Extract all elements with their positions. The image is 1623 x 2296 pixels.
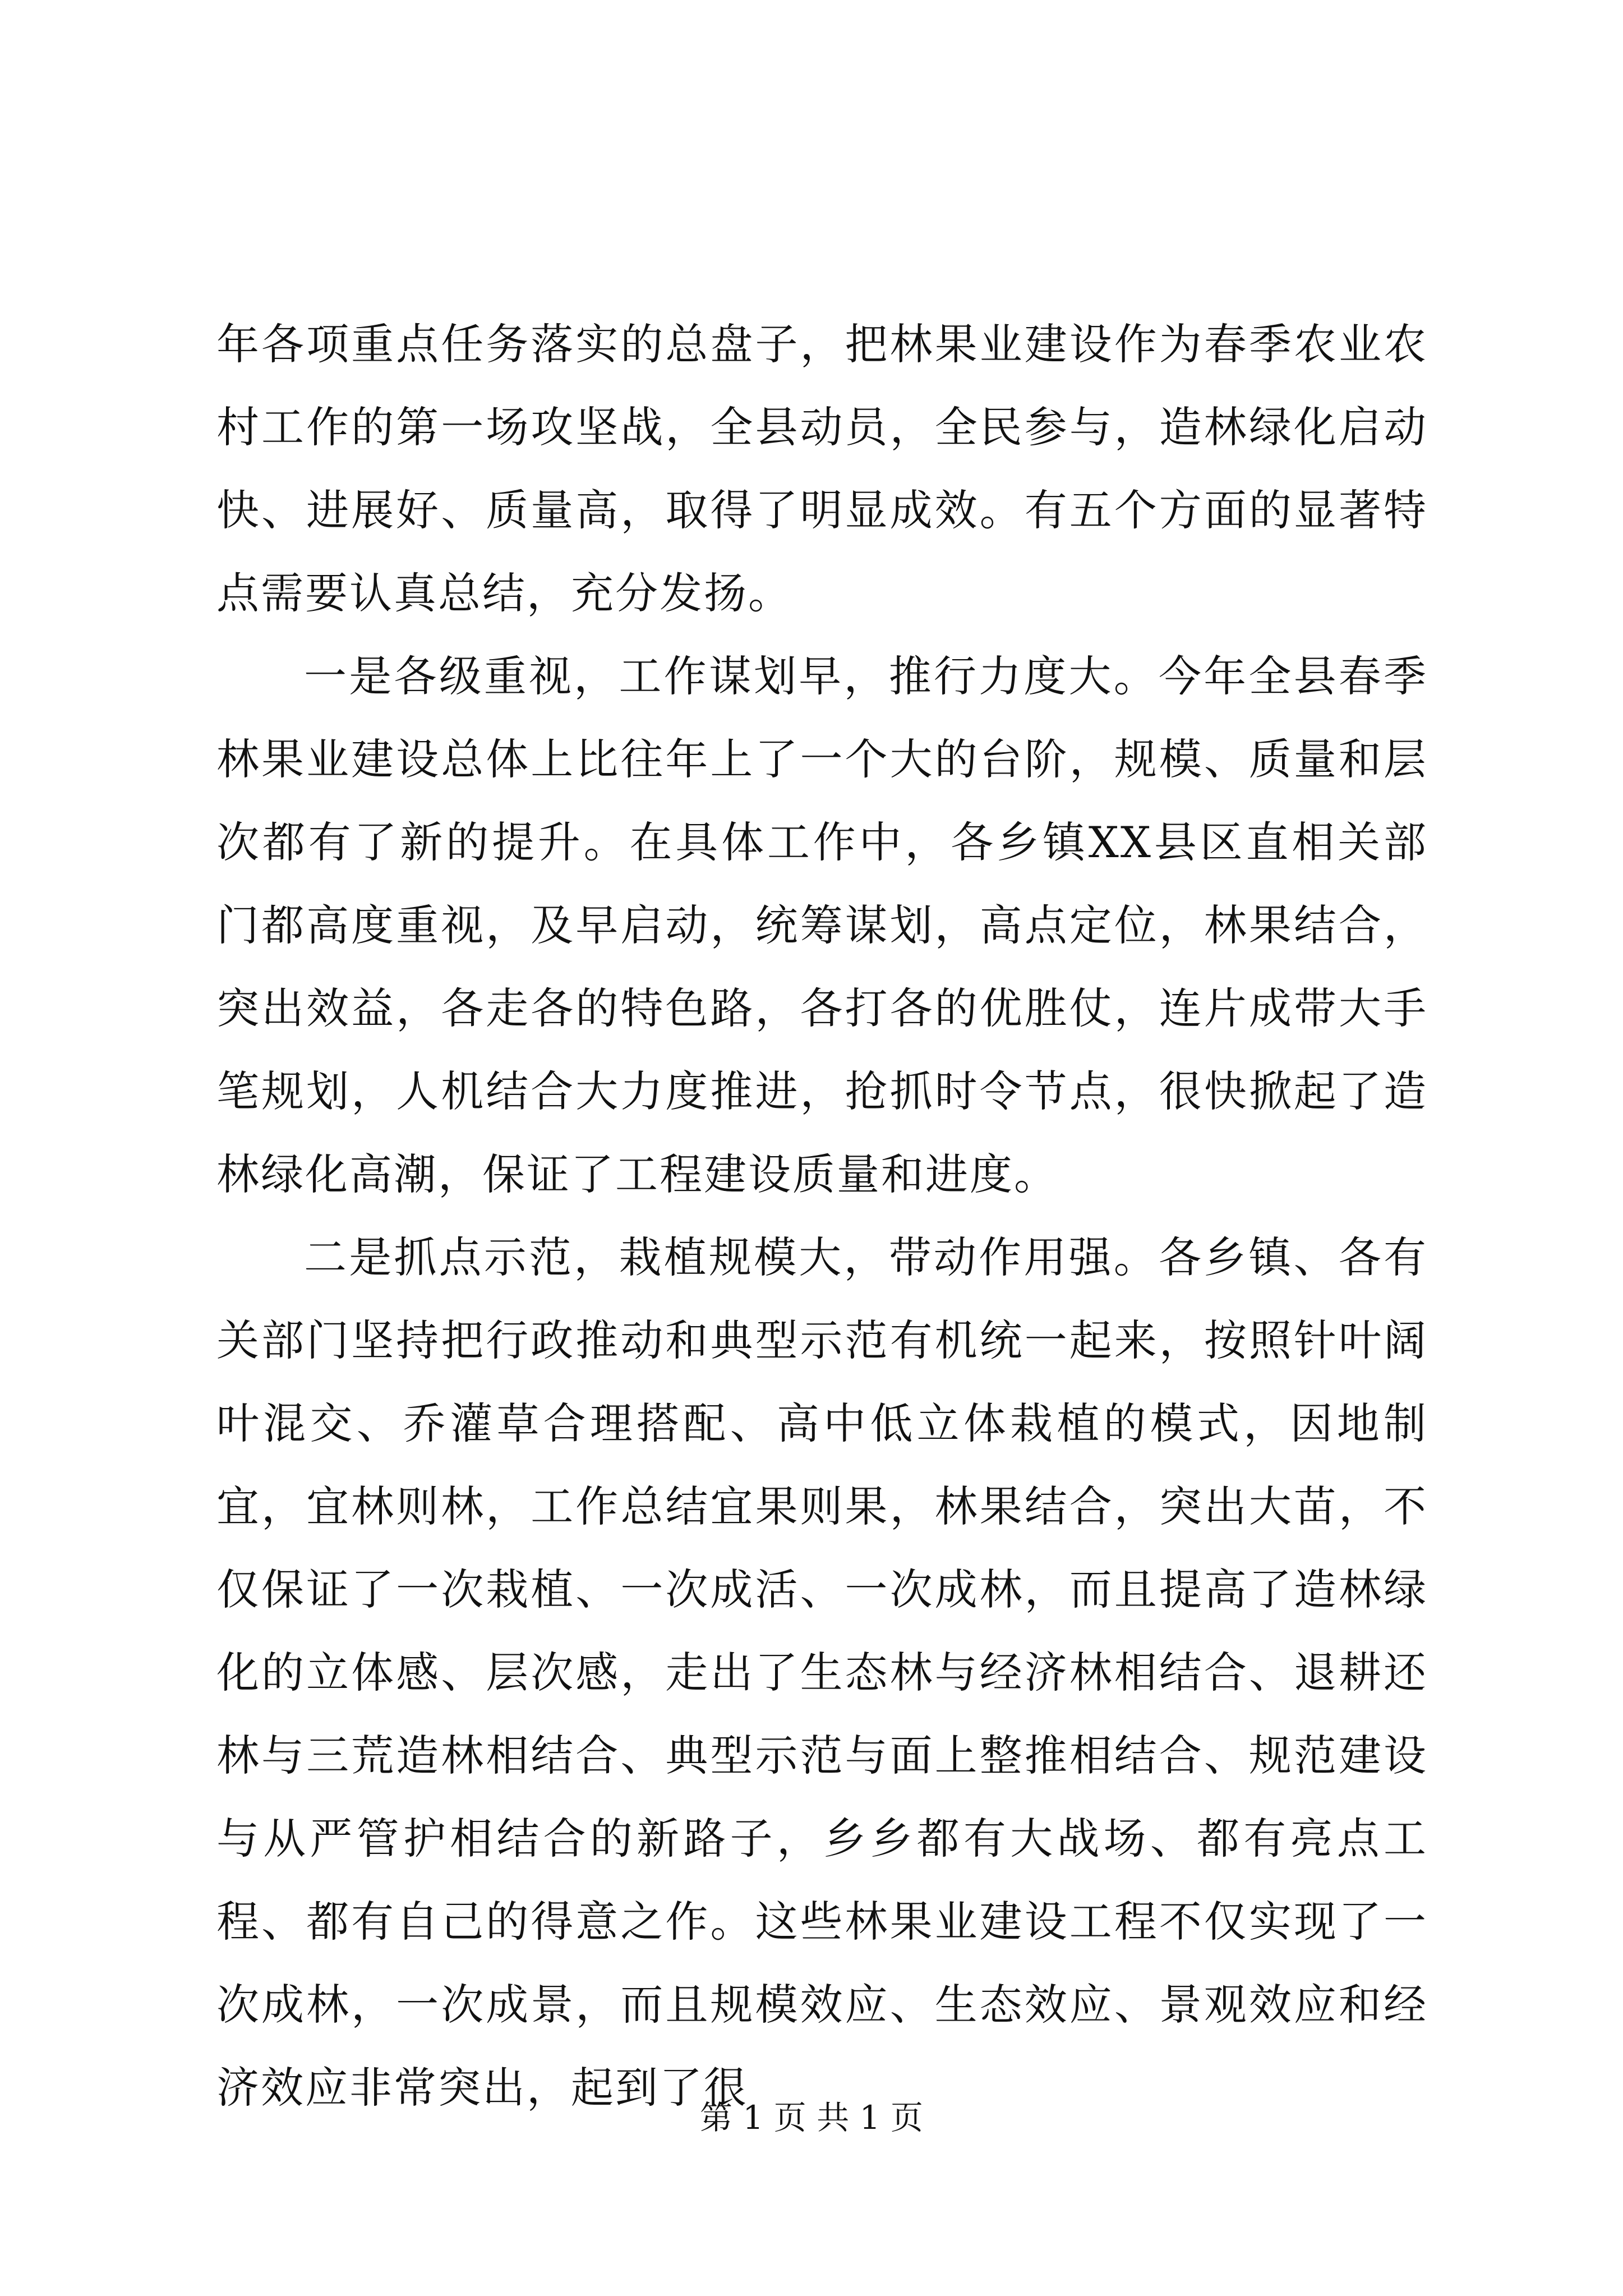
paragraph-1: 年各项重点任务落实的总盘子，把林果业建设作为春季农业农村工作的第一场攻坚战，全县动员，全民参与，造林绿化启动快、进展好、质量高，取得了明显成效。有五个方面的显著特点需要认真总结，充分发扬。 xyxy=(216,319,1428,618)
paragraph-2: 一是各级重视，工作谋划早，推行力度大。今年全县春季林果业建设总体上比往年上了一个大的台阶，规模、质量和层次都有了新的提升。在具体工作中，各乡镇XX县区直相关部门都高度重视，及早启动，统筹谋划，高点定位，林果结合，突出效益，各走各的特色路，各打各的优胜仗，连片成带大手笔规划，人机结合大力度推进，抢抓时令节点，很快掀起了造林绿化高潮，保证了工程建设质量和进度。 xyxy=(216,651,1428,1199)
paragraph-3: 二是抓点示范，栽植规模大，带动作用强。各乡镇、各有关部门坚持把行政推动和典型示范有机统一起来，按照针叶阔叶混交、乔灌草合理搭配、高中低立体栽植的模式，因地制宜，宜林则林，工作总结宜果则果，林果结合，突出大苗，不仅保证了一次栽植、一次成活、一次成林，而且提高了造林绿化的立体感、层次感，走出了生态林与经济林相结合、退耕还林与三荒造林相结合、典型示范与面上整推相结合、规范建设与从严管护相结合的新路子，乡乡都有大战场、都有亮点工程、都有自己的得意之作。这些林果业建设工程不仅实现了一次成林，一次成景，而且规模效应、生态效应、景观效应和经济效应非常突出，起到了很 xyxy=(216,1232,1428,2113)
document-body xyxy=(216,303,1428,2129)
page-footer: 第 1 页 共 1 页 xyxy=(700,2099,923,2137)
